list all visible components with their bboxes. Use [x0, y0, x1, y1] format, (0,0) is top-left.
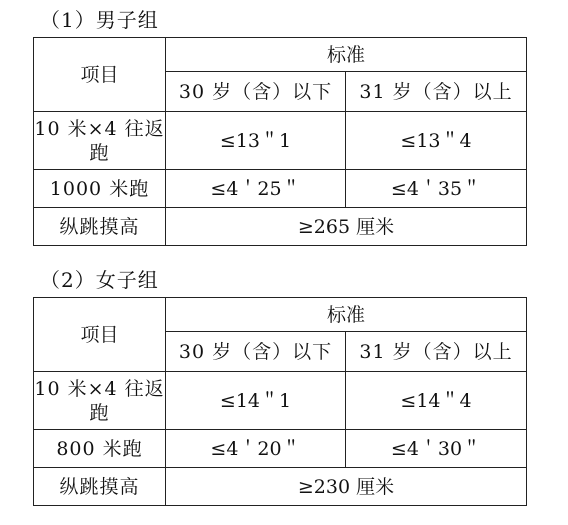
- item-cell: 10 米×4 往返跑: [34, 372, 166, 430]
- section-heading-female: （2）女子组: [40, 268, 159, 292]
- standards-table-female: [33, 297, 527, 506]
- standard-cell: ≤4＇35＂: [346, 170, 527, 208]
- standard-cell: ≤13＂1: [166, 112, 346, 170]
- table-row: [34, 430, 527, 468]
- standard-cell: ≤4＇25＂: [166, 170, 346, 208]
- table-row: [34, 170, 527, 208]
- item-cell: 纵跳摸高: [34, 468, 166, 506]
- item-cell: 1000 米跑: [34, 170, 166, 208]
- table-row: [34, 208, 527, 246]
- table-row: [34, 112, 527, 170]
- header-standard-cell: 标准: [166, 298, 527, 332]
- standard-cell: ≤4＇20＂: [166, 430, 346, 468]
- table-header-row: [34, 298, 527, 332]
- table-row: [34, 372, 527, 430]
- item-cell: 800 米跑: [34, 430, 166, 468]
- item-cell: 纵跳摸高: [34, 208, 166, 246]
- age-col-under-30: 30 岁（含）以下: [166, 332, 346, 372]
- section-heading-male: （1）男子组: [40, 8, 159, 32]
- standard-cell: ≤14＂1: [166, 372, 346, 430]
- item-cell: 10 米×4 往返跑: [34, 112, 166, 170]
- standard-cell: ≤4＇30＂: [346, 430, 527, 468]
- standard-cell-merged: ≥230 厘米: [166, 468, 527, 506]
- standard-cell: ≤14＂4: [346, 372, 527, 430]
- standard-cell: ≤13＂4: [346, 112, 527, 170]
- standards-table-male: [33, 37, 527, 246]
- table-row: [34, 468, 527, 506]
- age-col-over-31: 31 岁（含）以上: [346, 332, 527, 372]
- header-item-cell: 项目: [34, 298, 166, 372]
- age-col-under-30: 30 岁（含）以下: [166, 72, 346, 112]
- header-standard-cell: 标准: [166, 38, 527, 72]
- table-header-row: [34, 38, 527, 72]
- standard-cell-merged: ≥265 厘米: [166, 208, 527, 246]
- header-item-cell: 项目: [34, 38, 166, 112]
- age-col-over-31: 31 岁（含）以上: [346, 72, 527, 112]
